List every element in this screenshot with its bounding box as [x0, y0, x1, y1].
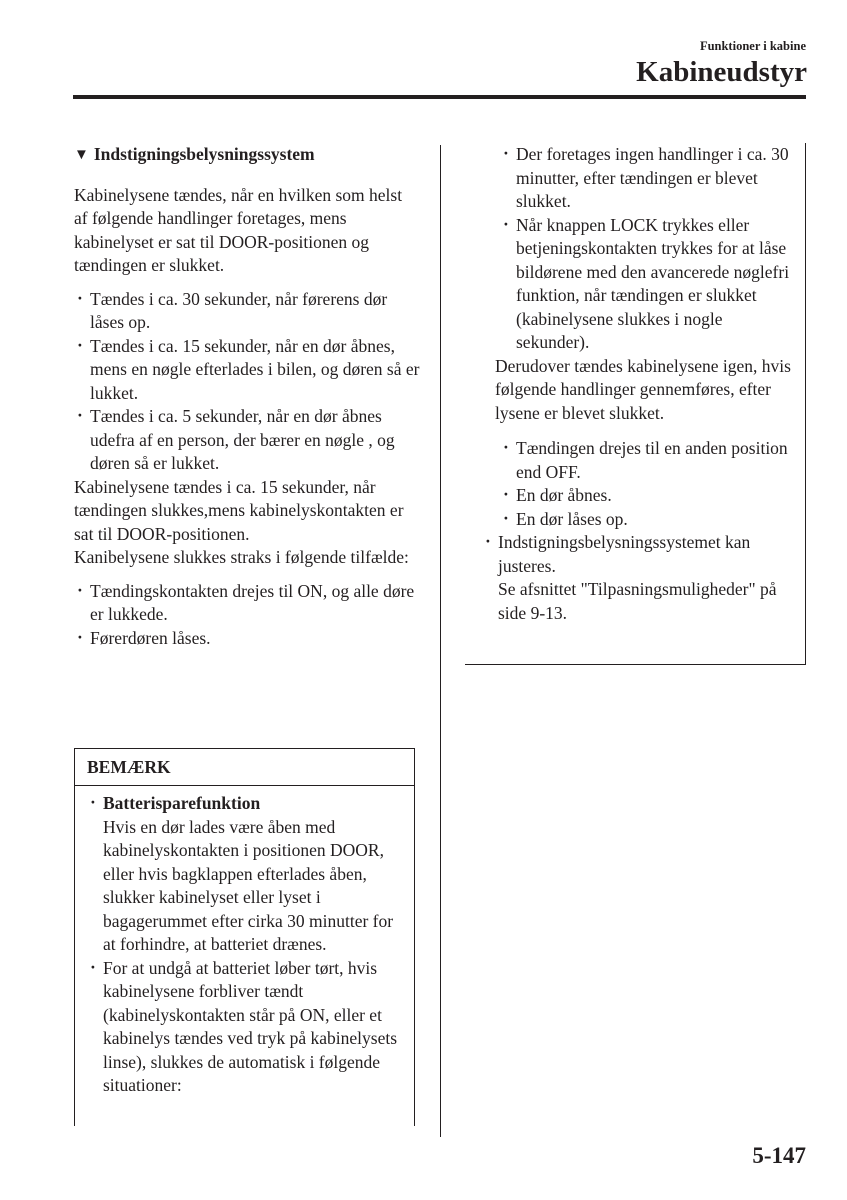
- list-item: [87, 792, 406, 957]
- section-label: Funktioner i kabine: [699, 39, 806, 53]
- note-list: [87, 792, 406, 1098]
- left-column: [74, 143, 420, 650]
- bullet-list-2: [74, 580, 420, 651]
- list-item: · En dør åbnes.: [500, 484, 800, 508]
- page-title: Kabineudstyr: [636, 56, 807, 88]
- list-item: · For at undgå at batteriet løber tørt, hvis kabinelysene forbliver tændt (kabinelyskontakten står på ON, eller et kabinelys tændes ved tryk på kabinelysets linse), slukkes de automatisk i følgende situationer:: [87, 957, 406, 1098]
- right-paragraph: Derudover tændes kabinelysene igen, hvis følgende handlinger gennemføres, efter lysene er blevet slukket.: [495, 355, 791, 423]
- list-item: · Førerdøren låses.: [74, 627, 420, 651]
- right-column: [482, 143, 800, 625]
- bullet-list-1: [74, 288, 420, 476]
- right-bullet-list-1: [482, 143, 800, 355]
- list-item: · Der foretages ingen handlinger i ca. 30 minutter, efter tændingen er blevet slukket.: [500, 143, 800, 214]
- header-rule: [73, 95, 806, 99]
- list-item: · Tændes i ca. 5 sekunder, når en dør åbnes udefra af en person, der bærer en nøgle , og døren så er lukket.: [74, 405, 420, 476]
- right-bullet-list-2: [482, 437, 800, 531]
- note-title: BEMÆRK: [75, 749, 414, 786]
- list-item: · Tændingskontakten drejes til ON, og alle døre er lukkede.: [74, 580, 420, 627]
- page-number: 5-147: [752, 1143, 806, 1168]
- intro-paragraph: Kabinelysene tændes, når en hvilken som helst af følgende handlinger foretages, mens kabinelyset er sat til DOOR-positionen og tændingen er slukket.: [74, 184, 403, 275]
- note-box: [74, 748, 415, 1126]
- section-heading-text: Indstigningsbelysningssystem: [93, 144, 315, 164]
- triangle-down-icon: ▼: [74, 147, 89, 163]
- note-item-text: Hvis en dør lades være åben med kabinelyskontakten i positionen DOOR, eller hvis bagklappen efterlades åben, slukker kabinelyset eller lyset i bagagerummet efter cirka 30 minutter for at forhindre, at batteriet drænes.: [103, 816, 394, 954]
- paragraph-3: Kanibelysene slukkes straks i følgende tilfælde:: [74, 547, 409, 567]
- list-item: · Når knappen LOCK trykkes eller betjeningskontakten trykkes for at låse bildørene med den avancerede nøglefri funktion, når tændingen er slukket (kabinelysene slukkes i nogle sekunder).: [500, 214, 800, 355]
- section-heading: [74, 143, 420, 169]
- right-bullet-list-3: [482, 531, 800, 625]
- list-item: · En dør låses op.: [500, 508, 800, 532]
- list-item: · Tændes i ca. 15 sekunder, når en dør åbnes, mens en nøgle efterlades i bilen, og døren så er lukket.: [74, 335, 420, 406]
- column-divider: [440, 145, 441, 1137]
- paragraph-2: Kabinelysene tændes i ca. 15 sekunder, når tændingen slukkes,mens kabinelyskontakten er sat til DOOR-positionen.: [74, 476, 404, 544]
- list-item: [482, 531, 800, 625]
- note-body: [75, 786, 414, 1098]
- list-item: · Tændes i ca. 30 sekunder, når førerens dør låses op.: [74, 288, 420, 335]
- final-bullet-text: Indstigningsbelysningssystemet kan justeres.: [498, 532, 751, 576]
- list-item: · Tændingen drejes til en anden position end OFF.: [500, 437, 800, 484]
- note-item-title: Batterisparefunktion: [103, 793, 261, 813]
- cross-reference: Se afsnittet "Tilpasningsmuligheder" på side 9-13.: [498, 579, 777, 623]
